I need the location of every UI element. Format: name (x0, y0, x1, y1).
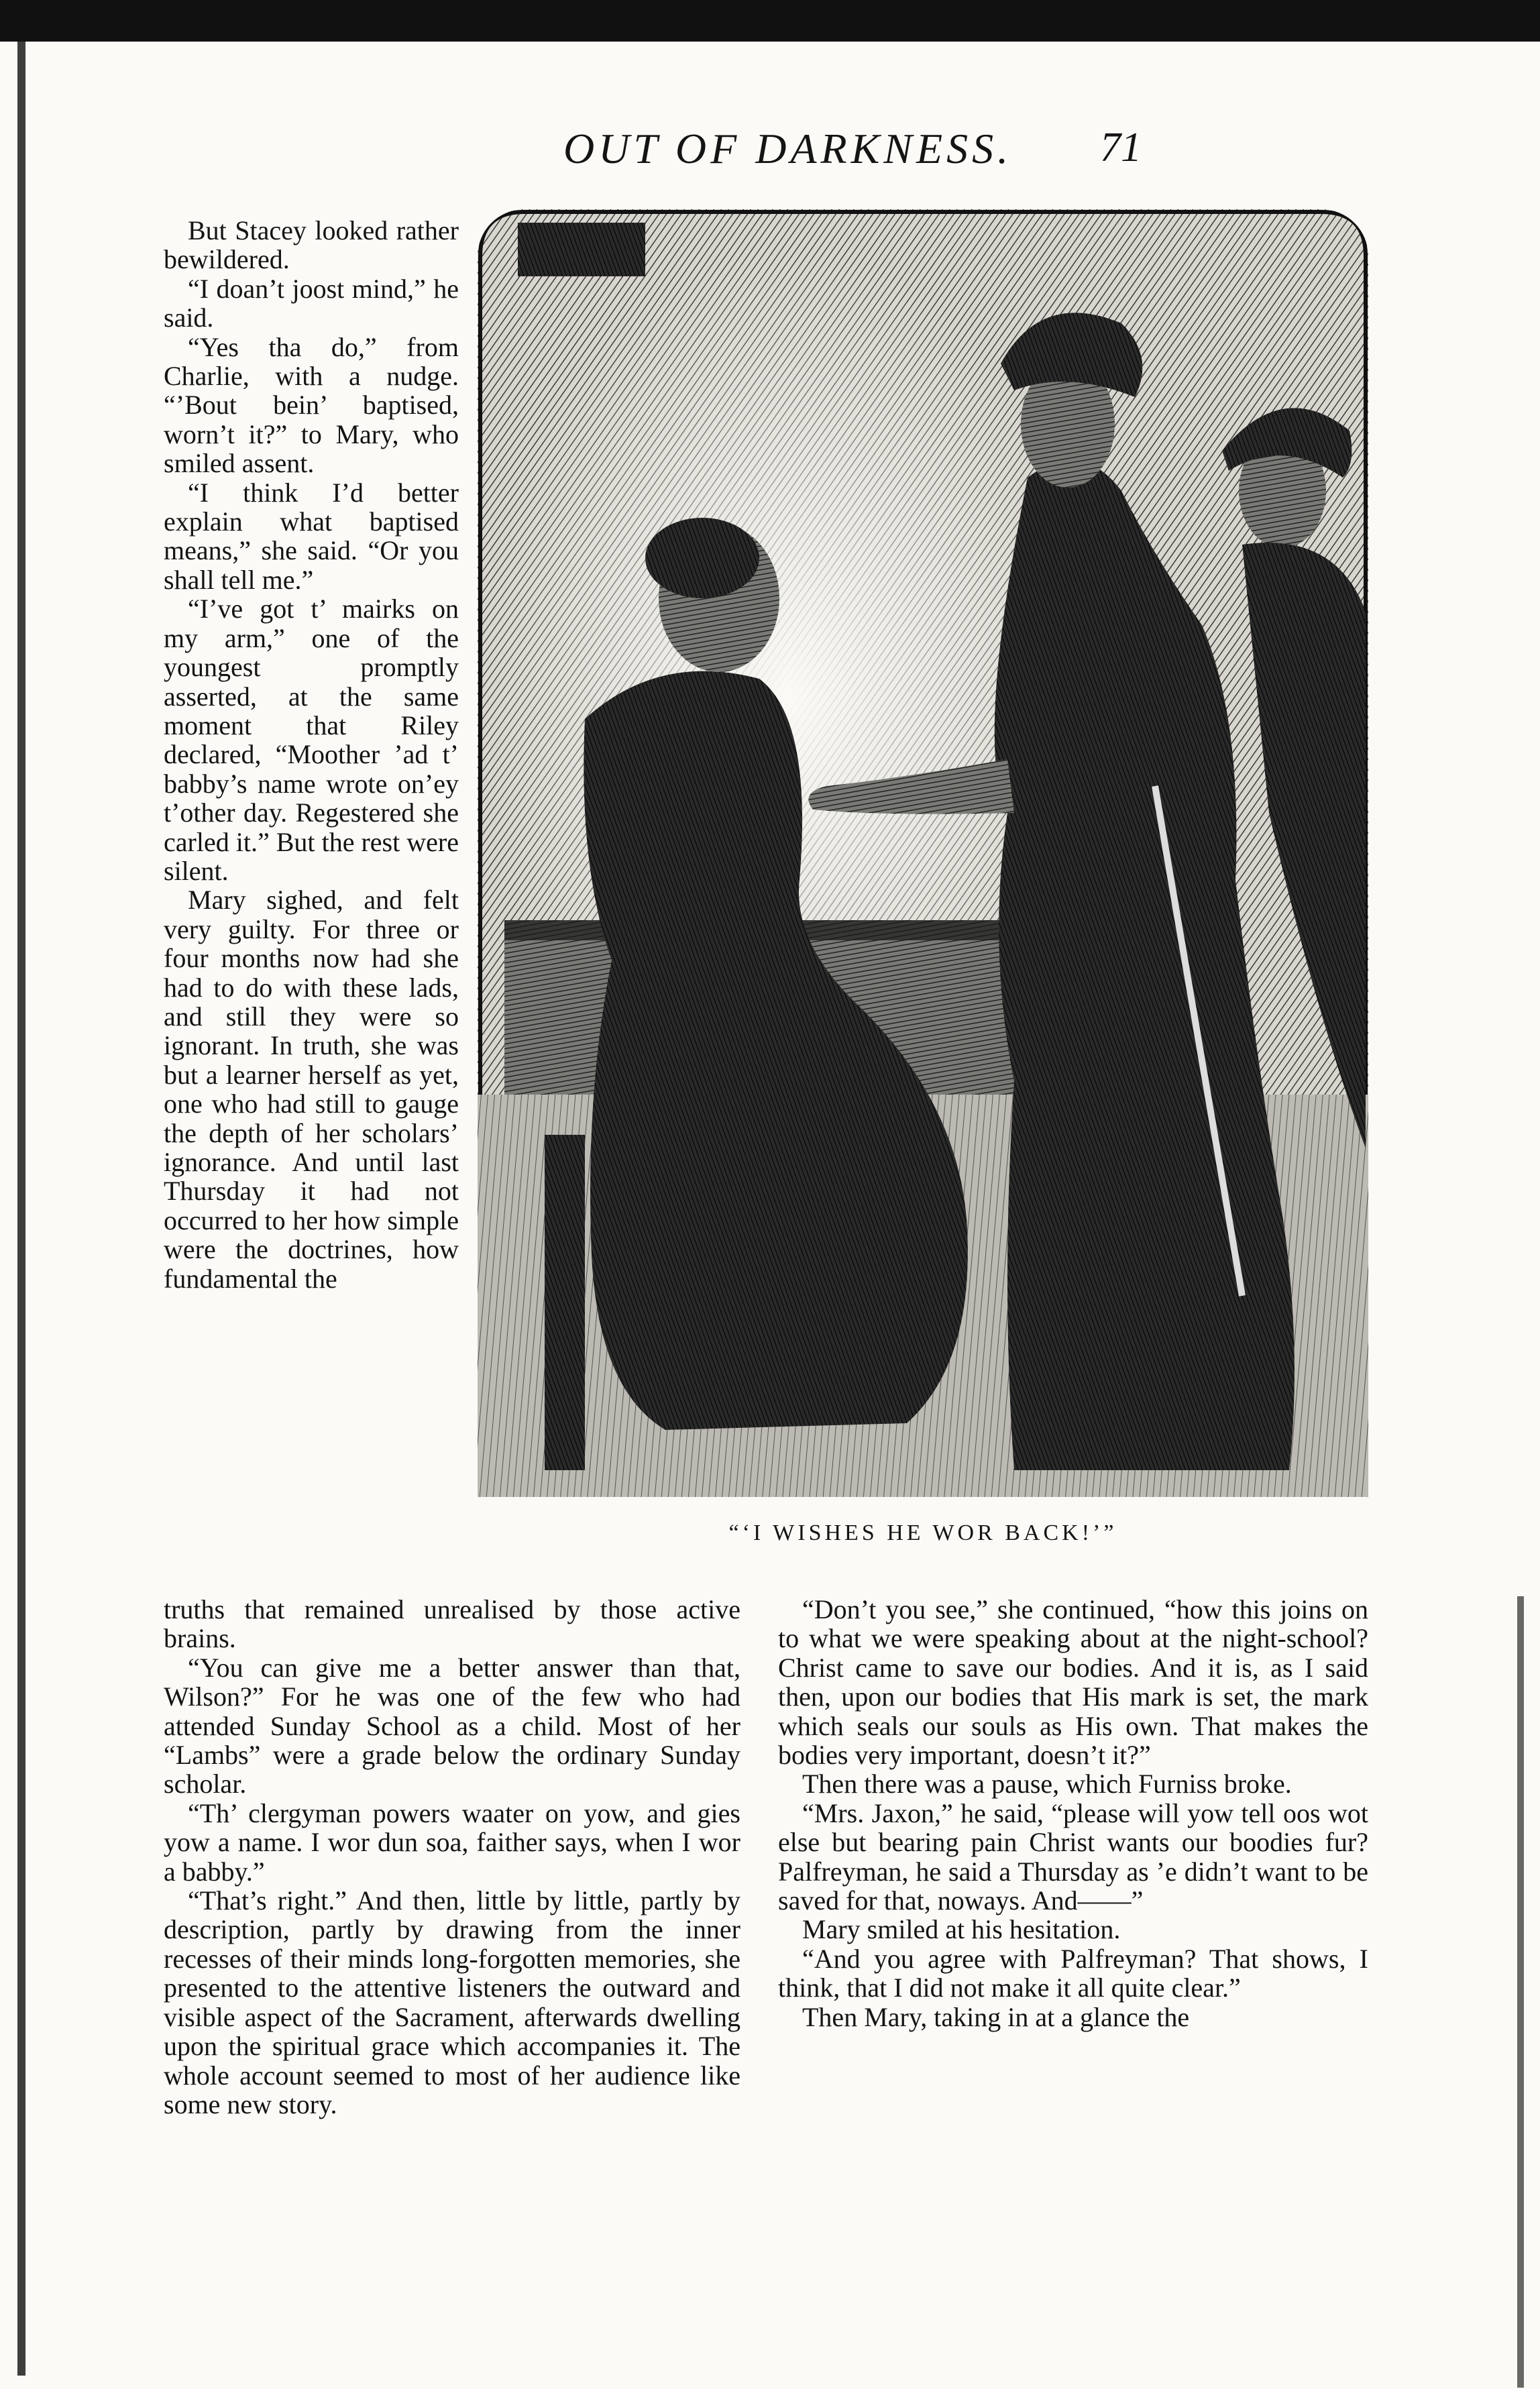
paragraph: “Th’ clergyman powers waater on yow, and gies yow a name. I wor dun soa, faither says, when I wor a babby.” (164, 1797, 740, 1887)
engraving-image (478, 209, 1368, 1497)
paragraph: Mary sighed, and felt very guilty. For three or four months now had she had to do with these lads, and still they were so ignorant. In truth, she was but a learner herself as yet, one who had still to gauge the depth of her scholars’ ignorance. And until last Thursday it had not occurred to her how simple were the doctrines, how fundamental the (164, 885, 459, 1294)
paragraph: “I’ve got t’ mairks on my arm,” one of the youngest promptly asserted, at the same moment that Riley declared, “Moother ’ad t’ babby’s name wrote on’ey t’other day. Regestered she carled it.” But the rest were silent. (164, 594, 459, 886)
engraving-illustration (478, 209, 1368, 1497)
paragraph: “Don’t you see,” she continued, “how this joins on to what we were speaking about at the night-school? Christ came to save our bodies. And it is, as I said then, upon our bodies that His mark is set, the mark which seals our souls as His own. That makes the bodies very important, doesn’t it?” (778, 1594, 1368, 1771)
paragraph: “Mrs. Jaxon,” he said, “please will yow tell oos wot else but bearing pain Christ wants our boodies fur? Palfreyman, he said a Thursday as ’e didn’t want to be saved for that, noways. And——” (778, 1797, 1368, 1916)
paragraph: “I think I’d better explain what baptised means,” she said. “Or you shall tell me.” (164, 477, 459, 595)
paragraph: Then Mary, taking in at a glance the (802, 2001, 1190, 2032)
page-number: 71 (1100, 125, 1142, 170)
paragraph: But Stacey looked rather bewildered. (164, 215, 459, 275)
paragraph: “You can give me a better answer than that, Wilson?” For he was one of the few who had attended Sunday School as a child. Most of her “Lambs” were a grade below the ordinary Sunday scholar. (164, 1652, 740, 1799)
paragraph: “And you agree with Palfreyman? That shows, I think, that I did not make it all quite clear.” (778, 1943, 1368, 2003)
left-column-bottom (164, 1595, 740, 2272)
left-column-top (164, 216, 459, 1594)
paragraph: “That’s right.” And then, little by little, partly by description, partly by drawing from the inner recesses of their minds long-forgotten memories, she presented to the attentive listeners the outward and visible aspect of the Sacrament, afterwards dwelling upon the spiritual grace which accompanies it. The whole account seemed to most of her audience like some new story. (164, 1885, 740, 2119)
illustration-caption: “‘I WISHES HE WOR BACK!’” (728, 1520, 1117, 1545)
paragraph: “I doan’t joost mind,” he said. (164, 273, 459, 333)
running-header-title: OUT OF DARKNESS. (563, 125, 1013, 172)
right-column (778, 1595, 1368, 2252)
paragraph: Then there was a pause, which Furniss broke. (802, 1769, 1292, 1799)
paragraph: truths that remained unrealised by those active brains. (164, 1594, 740, 1654)
scan-edge-top (0, 0, 1540, 42)
paragraph: “Yes tha do,” from Charlie, with a nudge. “’Bout bein’ baptised, worn’t it?” to Mary, who smiled assent. (164, 331, 459, 479)
scan-edge-left (17, 42, 25, 2376)
scan-edge-right (1517, 1596, 1524, 2388)
paragraph: Mary smiled at his hesitation. (802, 1914, 1121, 1945)
